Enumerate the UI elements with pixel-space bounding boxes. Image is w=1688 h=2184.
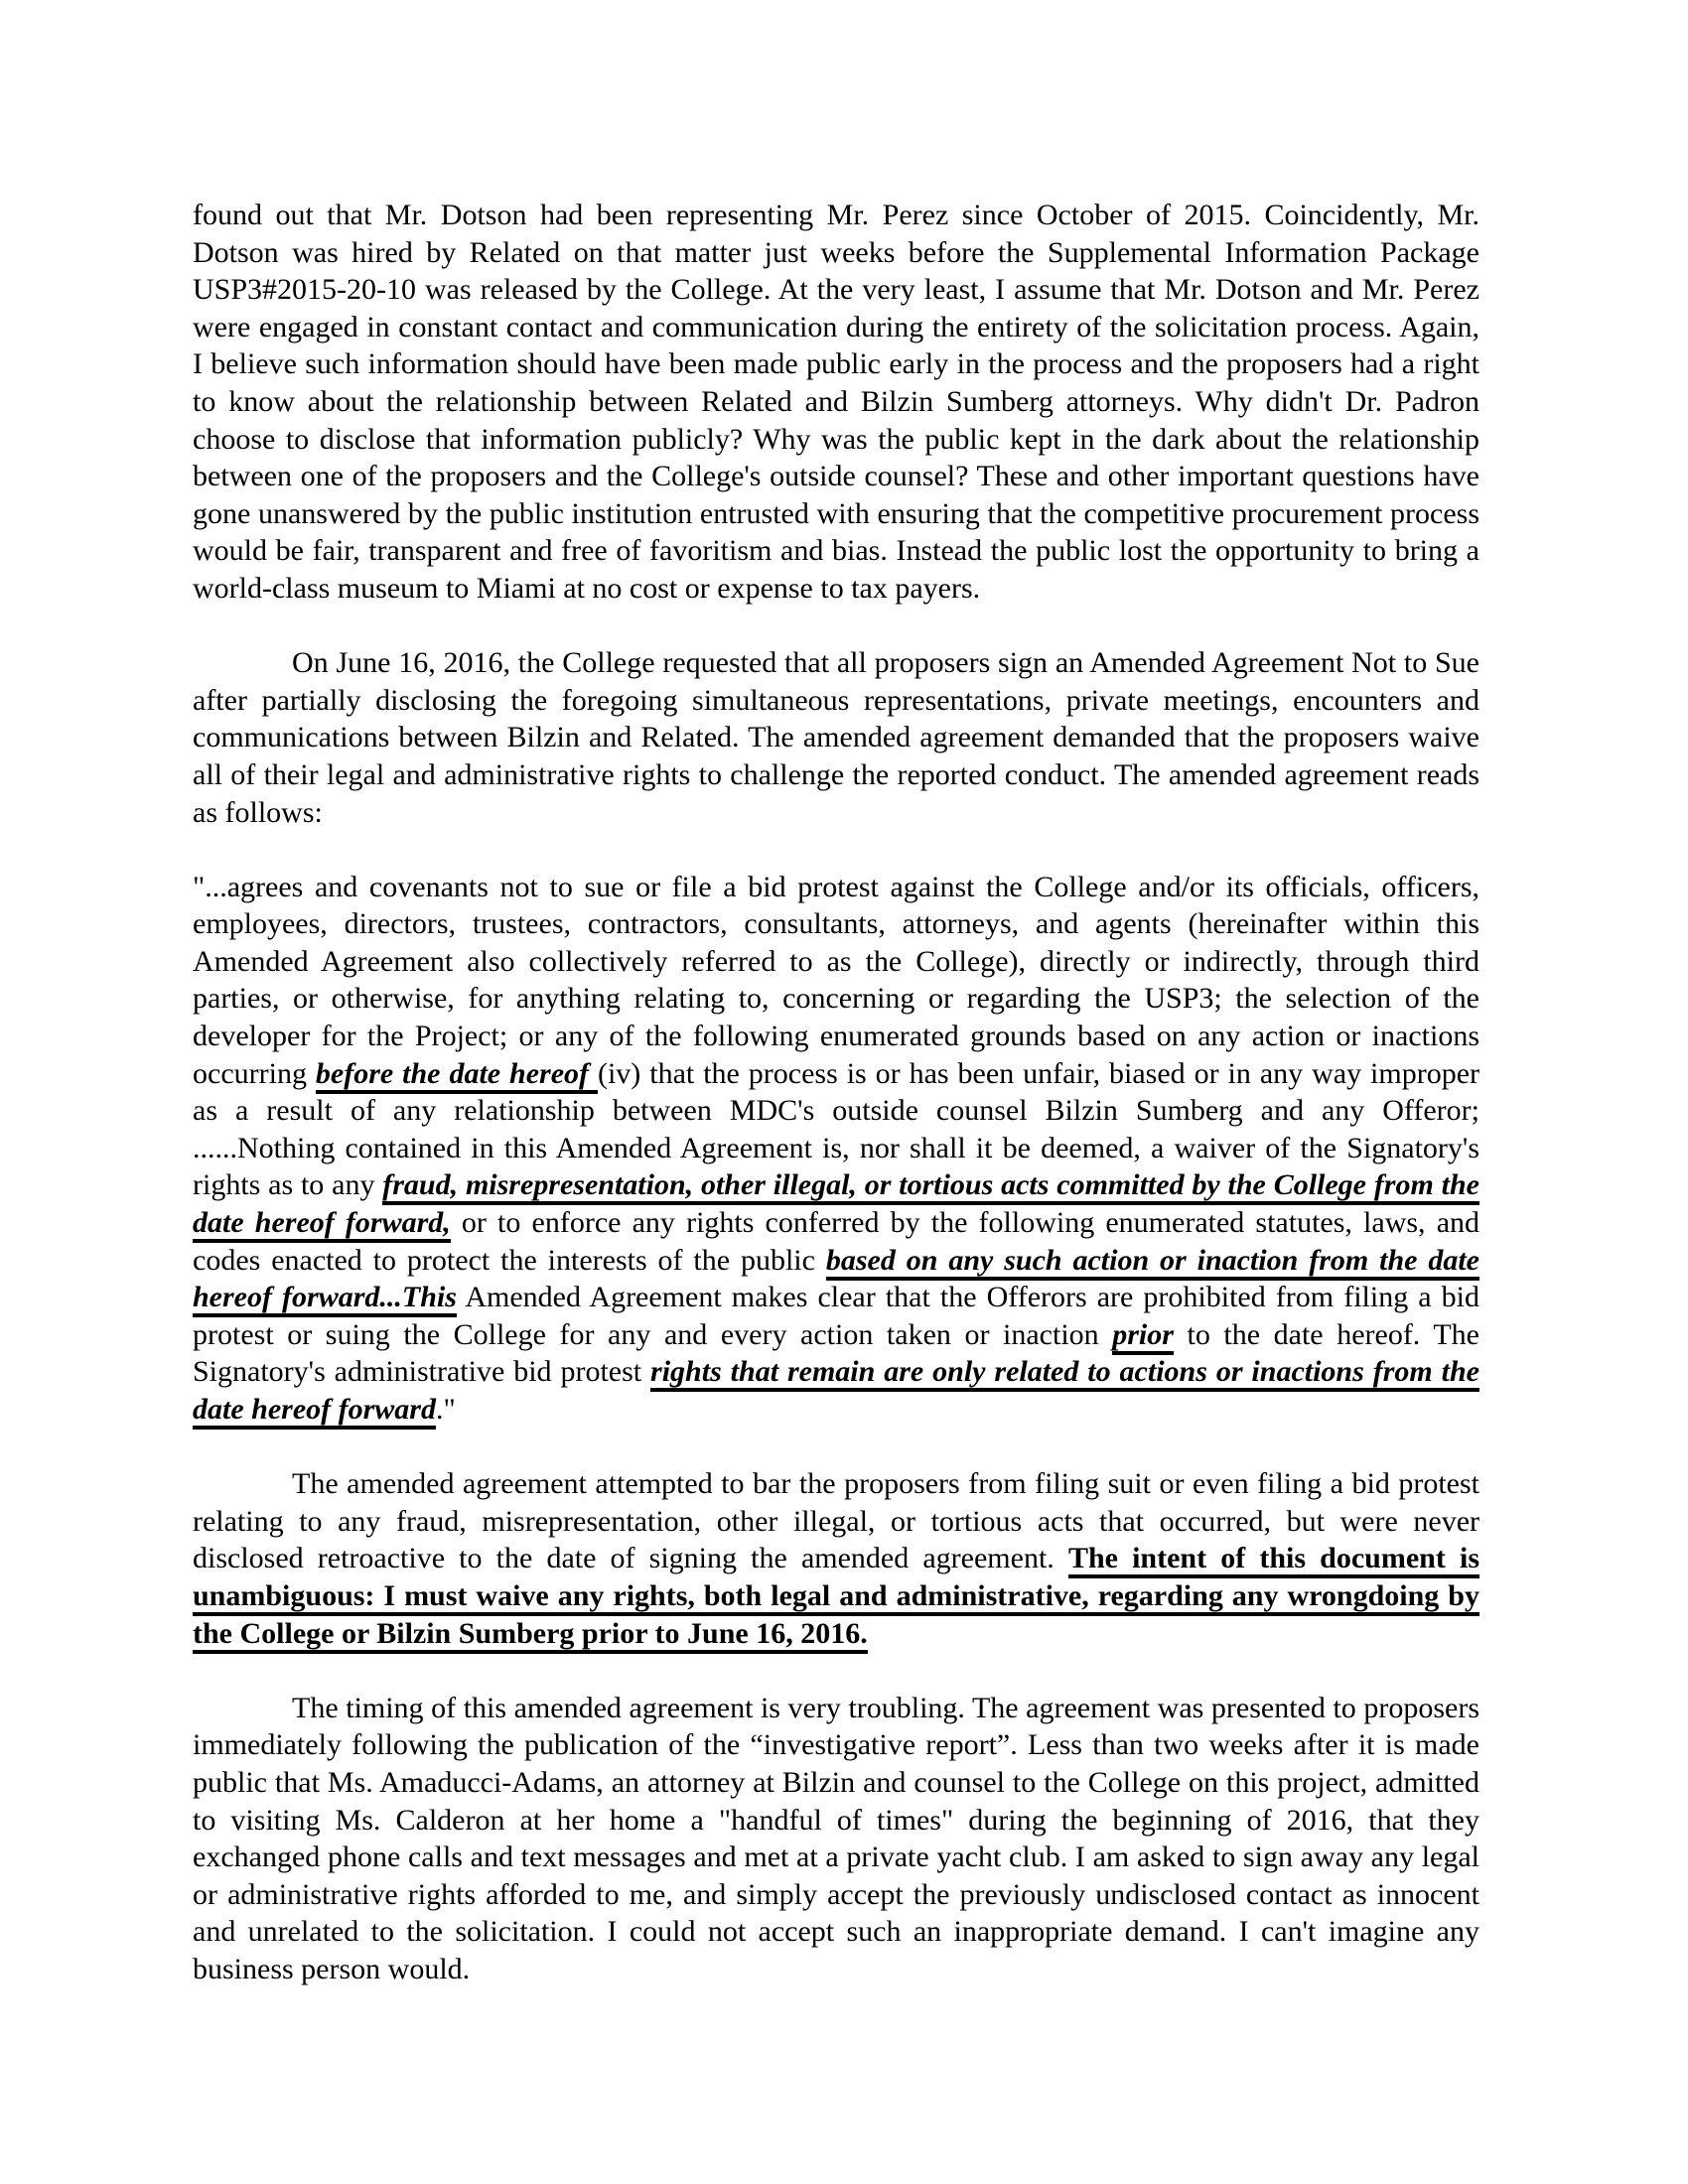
emphasized-text-segment: before the date hereof bbox=[316, 1057, 598, 1094]
emphasized-text-segment: based on any such action or inaction from the date hereof forward...This bbox=[193, 1244, 1479, 1318]
paragraph-2 bbox=[193, 644, 1479, 831]
text-segment: The timing of this amended agreement is very troubling. The agreement was presented to proposers immediately following the publication of the “investigative report”. Less than two weeks after it is made public that Ms. Amaducci-Adams, an attorney at Bilzin and counsel to the College on this project, admitted to visiting Ms. Calderon at her home a "handful of times" during the beginning of 2016, that they exchanged phone calls and text messages and met at a private yacht club. I am asked to sign away any legal or administrative rights afforded to me, and simply accept the previously undisclosed contact as innocent and unrelated to the solicitation. I could not accept such an inappropriate demand. I can't imagine any business person would. bbox=[193, 1691, 1479, 1985]
text-segment: Amended Agreement makes clear that the Offerors are prohibited from filing a bid protest or suing the College for any and every action taken or inaction bbox=[193, 1281, 1480, 1351]
text-segment: or to enforce any rights conferred by the following enumerated statutes, laws, and codes enacted to protect the interests of the public bbox=[193, 1206, 1480, 1277]
document-body bbox=[193, 197, 1479, 1988]
text-segment: to the date hereof. The Signatory's administrative bid protest bbox=[193, 1317, 1479, 1389]
text-segment: ." bbox=[435, 1393, 456, 1426]
emphasized-text-segment: fraud, misrepresentation, other illegal, or tortious acts committed by the College from the date hereof forward, bbox=[193, 1168, 1479, 1243]
text-segment: (iv) that the process is or has been unfair, biased or in any way improper as a result of any relationship between MDC's outside counsel Bilzin Sumberg and any Offeror; ......Nothing contained in this Amended Agreement is, nor shall it be deemed, a waiver of the Signatory's rights as to any bbox=[193, 1056, 1480, 1202]
paragraph-5 bbox=[193, 1690, 1479, 1988]
paragraph-1 bbox=[193, 197, 1479, 608]
text-segment: found out that Mr. Dotson had been representing Mr. Perez since October of 2015. Coincidently, Mr. Dotson was hired by Related on that matter just weeks before the Supplemental Information Package USP3#2015-20-10 was released by the College. At the very least, I assume that Mr. Dotson and Mr. Perez were engaged in constant contact and communication during the entirety of the solicitation process. Again, I believe such information should have been made public early in the process and the proposers had a right to know about the relationship between Related and Bilzin Sumberg attorneys. Why didn't Dr. Padron choose to disclose that information publicly? Why was the public kept in the dark about the relationship between one of the proposers and the College's outside counsel? These and other important questions have gone unanswered by the public institution entrusted with ensuring that the competitive procurement process would be fair, transparent and free of favoritism and bias. Instead the public lost the opportunity to bring a world-class museum to Miami at no cost or expense to tax payers. bbox=[193, 199, 1479, 605]
emphasized-text-segment: rights that remain are only related to actions or inactions from the date hereof forward bbox=[193, 1355, 1479, 1430]
text-segment: The amended agreement attempted to bar the proposers from filing suit or even filing a bid protest relating to any fraud, misrepresentation, other illegal, or tortious acts that occurred, but were never disclosed retroactive to the date of signing the amended agreement. bbox=[193, 1467, 1479, 1575]
text-segment: On June 16, 2016, the College requested that all proposers sign an Amended Agreement Not to Sue after partially disclosing the foregoing simultaneous representations, private meetings, encounters and communications between Bilzin and Related. The amended agreement demanded that the proposers waive all of their legal and administrative rights to challenge the reported conduct. The amended agreement reads as follows: bbox=[193, 646, 1479, 829]
text-segment: "...agrees and covenants not to sue or file a bid protest against the College and/or its officials, officers, employees, directors, trustees, contractors, consultants, attorneys, and agents (hereinafter within this Amended Agreement also collectively referred to as the College), directly or indirectly, through third parties, or otherwise, for anything relating to, concerning or regarding the USP3; the selection of the developer for the Project; or any of the following enumerated grounds based on any action or inactions occurring bbox=[193, 870, 1479, 1090]
emphasized-text-segment: The intent of this document is unambiguous: I must waive any rights, both legal and administrative, regarding any wrongdoing by the College or Bilzin Sumberg prior to June 16, 2016. bbox=[193, 1542, 1479, 1653]
paragraph-4 bbox=[193, 1465, 1479, 1652]
paragraph-3 bbox=[193, 869, 1479, 1429]
emphasized-text-segment: prior bbox=[1112, 1318, 1174, 1355]
